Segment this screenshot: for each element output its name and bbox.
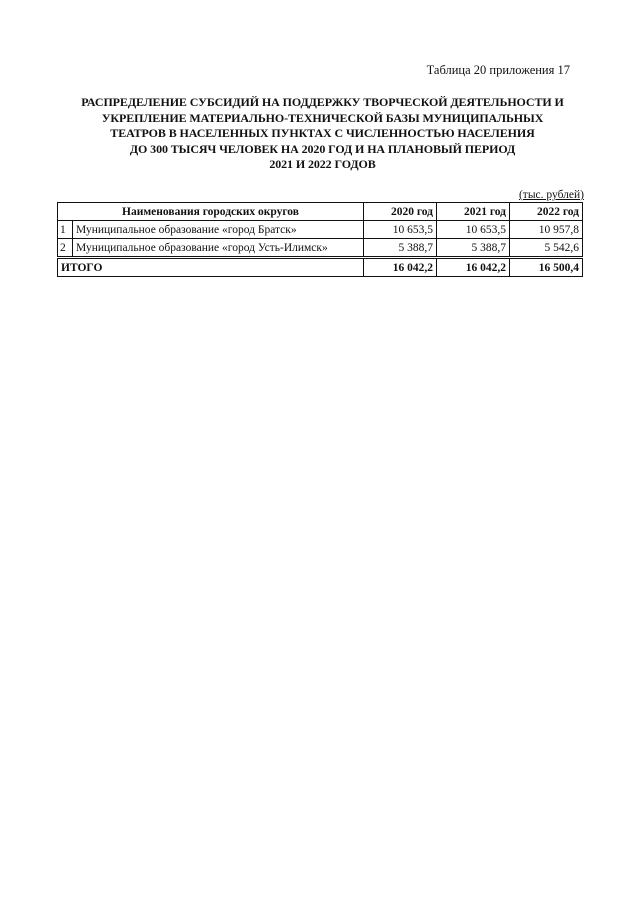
column-header-2022: 2022 год [510,203,583,221]
subsidy-table [57,202,583,277]
column-header-2020: 2020 год [364,203,437,221]
table-reference: Таблица 20 приложения 17 [426,63,570,77]
row-number: 1 [58,221,73,239]
row-number: 2 [58,239,73,258]
title-line: РАСПРЕДЕЛЕНИЕ СУБСИДИЙ НА ПОДДЕРЖКУ ТВОРЧЕСКОЙ ДЕЯТЕЛЬНОСТИ И [81,95,564,109]
title-line: 2021 И 2022 ГОДОВ [269,157,376,171]
table-header-row [58,203,583,221]
cell-2022: 10 957,8 [510,221,583,239]
row-name: Муниципальное образование «город Усть-Илимск» [73,239,364,258]
total-row [58,258,583,277]
title-line: УКРЕПЛЕНИЕ МАТЕРИАЛЬНО-ТЕХНИЧЕСКОЙ БАЗЫ МУНИЦИПАЛЬНЫХ [101,110,544,125]
total-2020: 16 042,2 [364,258,437,277]
cell-2020: 5 388,7 [364,239,437,258]
row-name: Муниципальное образование «город Братск» [73,221,364,239]
cell-2021: 5 388,7 [437,239,510,258]
title-line: ТЕАТРОВ В НАСЕЛЕННЫХ ПУНКТАХ С ЧИСЛЕННОСТЬЮ НАСЕЛЕНИЯ [110,126,535,140]
document-title [50,95,595,173]
units-label: (тыс. рублей) [518,189,584,201]
table-row [58,221,583,239]
cell-2021: 10 653,5 [437,221,510,239]
table-row [58,239,583,258]
title-line: ДО 300 ТЫСЯЧ ЧЕЛОВЕК НА 2020 ГОД И НА ПЛАНОВЫЙ ПЕРИОД [129,141,516,156]
cell-2022: 5 542,6 [510,239,583,258]
column-header-name: Наименования городских округов [58,203,364,221]
column-header-2021: 2021 год [437,203,510,221]
total-2021: 16 042,2 [437,258,510,277]
total-label: ИТОГО [58,258,364,277]
total-2022: 16 500,4 [510,258,583,277]
cell-2020: 10 653,5 [364,221,437,239]
